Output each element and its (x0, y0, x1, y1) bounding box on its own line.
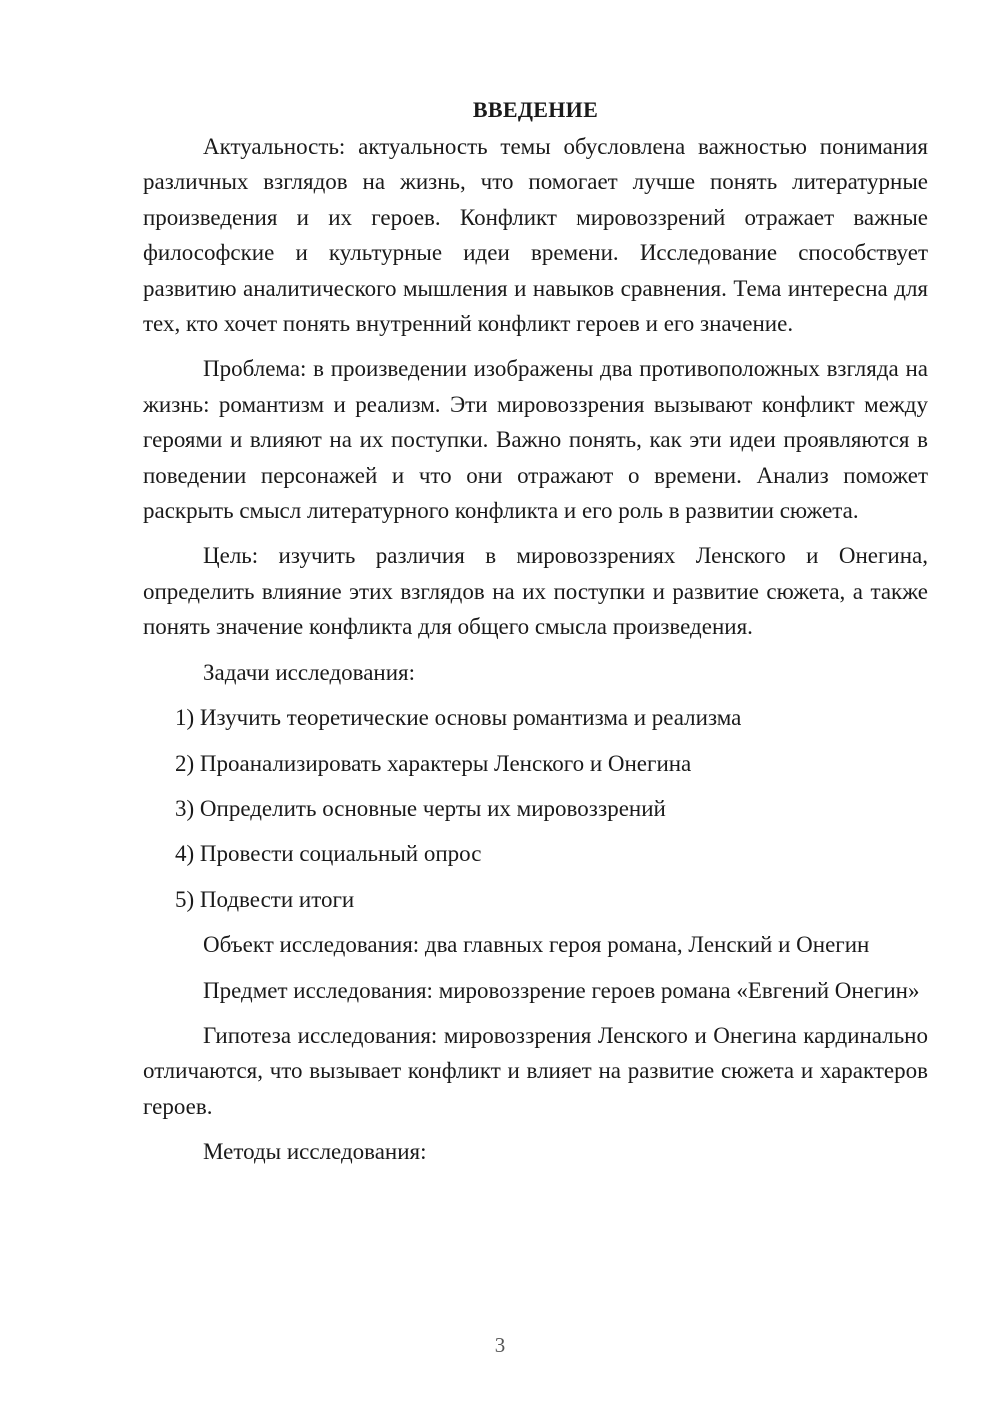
subject-paragraph: Предмет исследования: мировоззрение героев романа «Евгений Онегин» (203, 977, 920, 1003)
methods-label: Методы исследования: (203, 1139, 427, 1165)
page-number: 3 (494, 1333, 506, 1357)
document-page (143, 92, 928, 1180)
section-heading: ВВЕДЕНИЕ (472, 97, 599, 122)
hypothesis-paragraph: Гипотеза исследования: мировоззрения Ленского и Онегина кардинально отличаются, что вызывает конфликт и влияет на развитие сюжета и характеров героев. (143, 1022, 928, 1119)
tasks-label: Задачи исследования: (203, 659, 416, 685)
tasks-list (143, 700, 928, 917)
list-item: 5) Подвести итоги (175, 886, 355, 912)
list-item: 3) Определить основные черты их мировоззрений (175, 795, 666, 821)
object-paragraph: Объект исследования: два главных героя романа, Ленский и Онегин (203, 932, 870, 958)
problem-paragraph: Проблема: в произведении изображены два противоположных взгляда на жизнь: романтизм и реализм. Эти мировоззрения вызывают конфликт между героями и влияют на их поступки. Важно понять, как эти идеи проявляются в поведении персонажей и что они отражают о времени. Анализ поможет раскрыть смысл литературного конфликта и его роль в развитии сюжета. (143, 356, 928, 524)
list-item: 1) Изучить теоретические основы романтизма и реализма (175, 705, 742, 731)
goal-paragraph: Цель: изучить различия в мировоззрениях Ленского и Онегина, определить влияние этих взглядов на их поступки и развитие сюжета, а также понять значение конфликта для общего смысла произведения. (143, 543, 928, 640)
relevance-paragraph: Актуальность: актуальность темы обусловлена важностью понимания различных взглядов на жизнь, что помогает лучше понять литературные произведения и их героев. Конфликт мировоззрений отражает важные философские и культурные идеи времени. Исследование способствует развитию аналитического мышления и навыков сравнения. Тема интересна для тех, кто хочет понять внутренний конфликт героев и его значение. (143, 134, 928, 337)
list-item: 2) Проанализировать характеры Ленского и Онегина (175, 750, 692, 776)
list-item: 4) Провести социальный опрос (175, 841, 482, 867)
